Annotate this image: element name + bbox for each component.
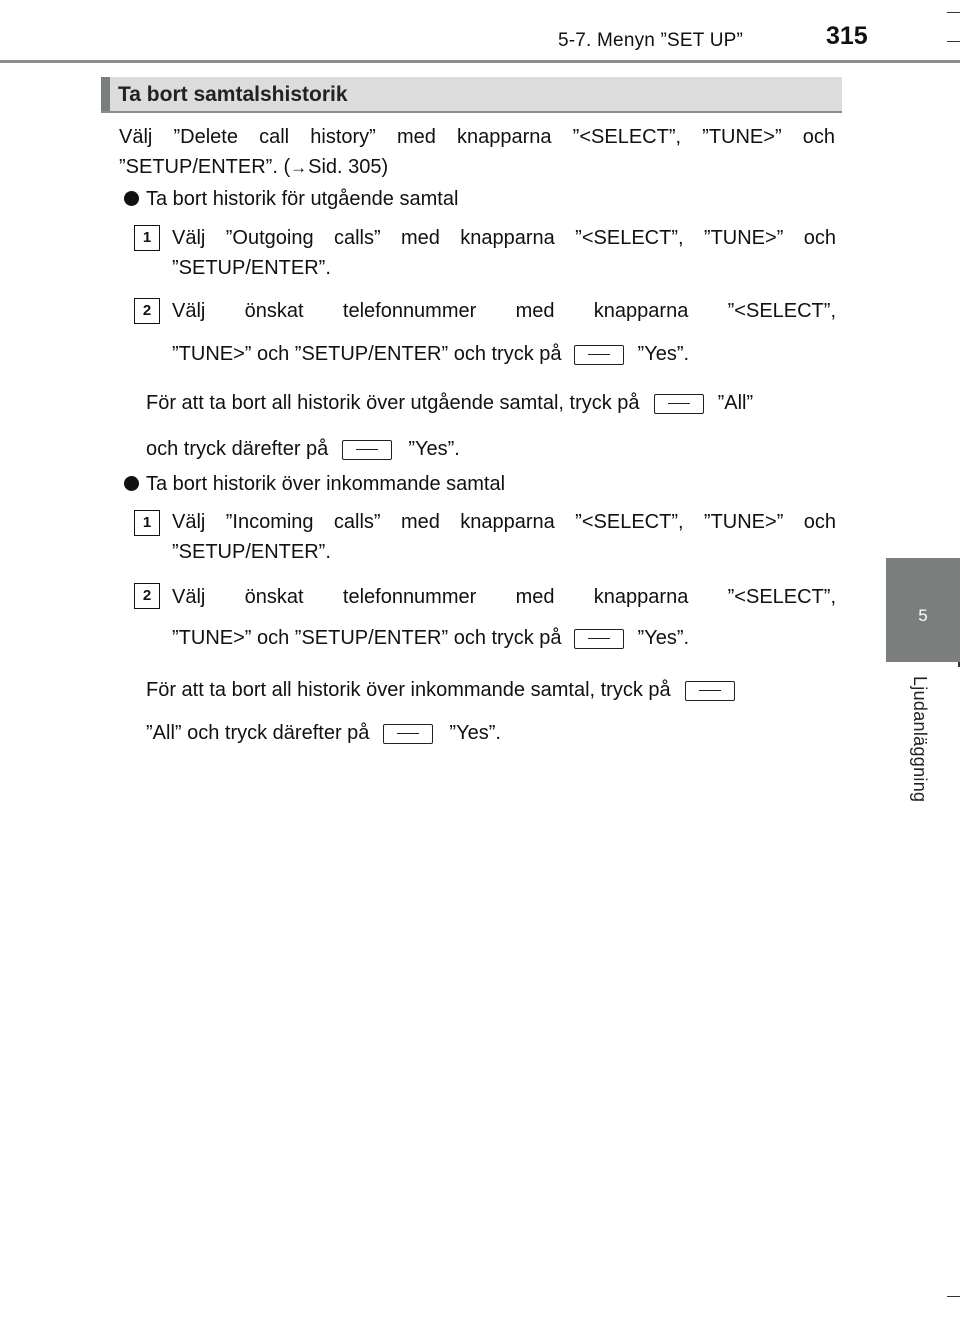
incoming-step2-text: ”TUNE>” och ”SETUP/ENTER” och tryck på — [172, 627, 562, 649]
page-reference: Sid. 305) — [308, 156, 389, 178]
chapter-title: 5-7. Menyn ”SET UP” — [558, 30, 744, 51]
bullet-icon — [124, 191, 139, 206]
preset-button-icon — [654, 394, 704, 414]
incoming-all-line-1 — [146, 675, 836, 705]
preset-button-icon — [342, 440, 392, 460]
step-number: 2 — [134, 583, 160, 609]
chapter-number: 5 — [918, 606, 928, 625]
section-header — [101, 77, 842, 113]
intro-line-2 — [119, 152, 835, 183]
incoming-all-text-2: ”All” och tryck därefter på — [146, 722, 370, 744]
chapter-label: Ljudanläggning — [910, 676, 930, 803]
section-title: Ta bort samtalshistorik — [118, 83, 348, 106]
outgoing-all-line-1 — [146, 388, 836, 418]
outgoing-heading: Ta bort historik för utgående samtal — [146, 188, 459, 210]
incoming-step2-line-2 — [172, 623, 836, 653]
crop-mark — [947, 41, 960, 42]
incoming-step2-line-1: Välj önskat telefonnummer med knapparna ”<SELECT”, — [172, 586, 836, 608]
outgoing-step2-text: ”TUNE>” och ”SETUP/ENTER” och tryck på — [172, 343, 562, 365]
preset-button-icon — [383, 724, 433, 744]
page-number: 315 — [826, 22, 868, 50]
step-number: 1 — [134, 225, 160, 251]
yes-label: ”Yes”. — [449, 722, 501, 744]
crop-mark — [947, 1296, 960, 1297]
step-number: 1 — [134, 510, 160, 536]
incoming-all-text: För att ta bort all historik över inkommande samtal, tryck på — [146, 679, 671, 701]
section-header-bar — [101, 77, 110, 111]
step-number: 2 — [134, 298, 160, 324]
outgoing-step1-line-2: ”SETUP/ENTER”. — [172, 257, 331, 279]
arrow-icon: → — [290, 158, 308, 177]
outgoing-all-text-2: och tryck därefter på — [146, 438, 329, 460]
outgoing-all-text: För att ta bort all historik över utgående samtal, tryck på — [146, 392, 640, 414]
outgoing-step2-line-1: Välj önskat telefonnummer med knapparna ”<SELECT”, — [172, 300, 836, 322]
incoming-heading: Ta bort historik över inkommande samtal — [146, 473, 506, 495]
yes-label: ”Yes”. — [637, 627, 690, 649]
intro-line-1: Välj ”Delete call history” med knapparna ”<SELECT”, ”TUNE>” och — [119, 126, 835, 148]
intro-line-2-text: ”SETUP/ENTER”. ( — [119, 156, 291, 178]
chapter-tab — [886, 558, 960, 662]
yes-label: ”Yes”. — [637, 343, 690, 365]
incoming-all-line-2 — [146, 718, 836, 748]
crop-mark — [947, 12, 960, 13]
all-label: ”All” — [717, 392, 754, 414]
preset-button-icon — [685, 681, 735, 701]
header-divider — [0, 60, 960, 63]
bullet-icon — [124, 476, 139, 491]
yes-label: ”Yes”. — [408, 438, 460, 460]
outgoing-all-line-2 — [146, 434, 836, 464]
preset-button-icon — [574, 629, 624, 649]
incoming-step1-line-1: Välj ”Incoming calls” med knapparna ”<SELECT”, ”TUNE>” och — [172, 511, 836, 533]
preset-button-icon — [574, 345, 624, 365]
outgoing-step1-line-1: Välj ”Outgoing calls” med knapparna ”<SELECT”, ”TUNE>” och — [172, 227, 836, 249]
outgoing-step2-line-2 — [172, 339, 836, 369]
incoming-step1-line-2: ”SETUP/ENTER”. — [172, 541, 331, 563]
